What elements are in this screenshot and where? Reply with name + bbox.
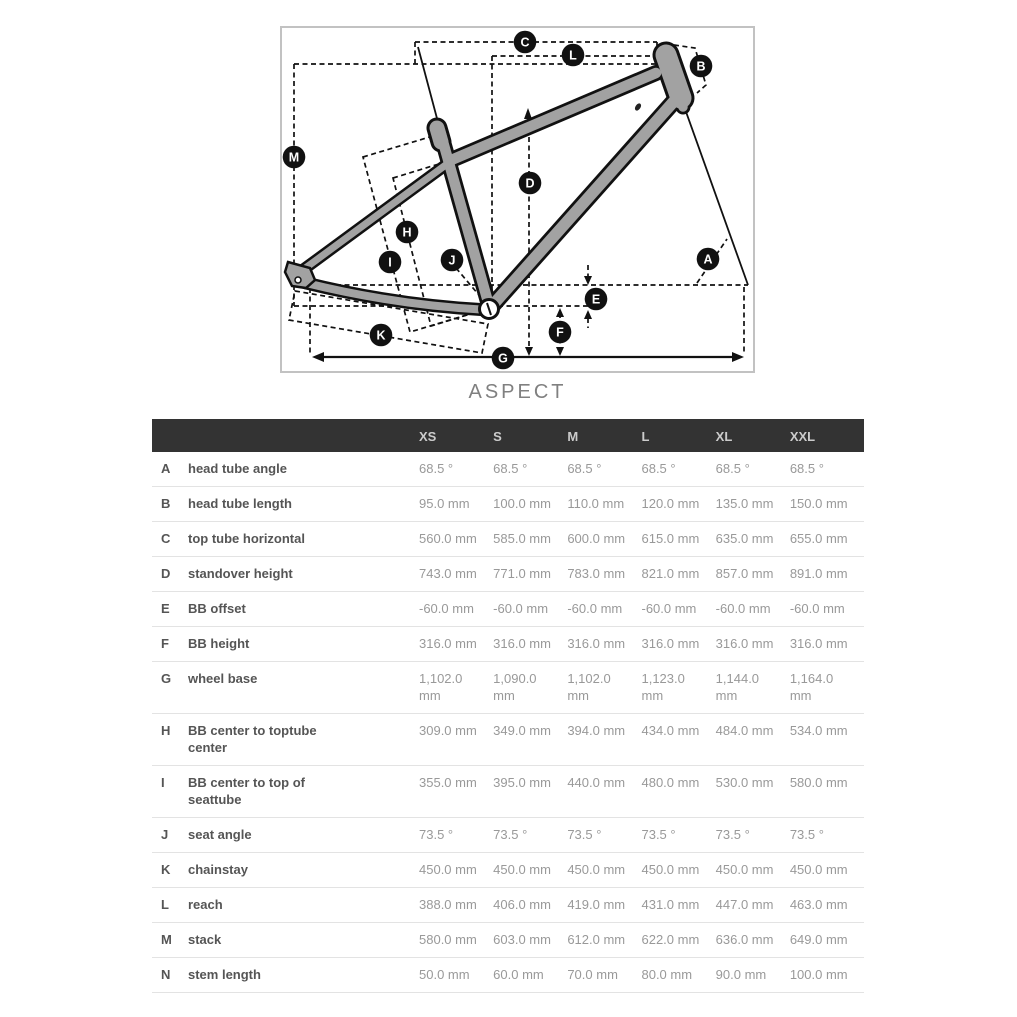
cell-value: 1,164.0 mm [789,671,834,703]
row-label: BB center to top of seattube [188,775,305,807]
cell-value: 90.0 mm [715,967,767,982]
row-label: reach [188,897,223,912]
cell-value: 1,123.0 mm [641,671,685,703]
row-label: standover height [188,566,293,581]
cell-value: 406.0 mm [493,897,551,912]
table-row [152,888,864,923]
cell-value: 480.0 mm [641,775,700,790]
cell-value: 635.0 mm [715,531,774,546]
toptube-line-c [415,42,657,64]
cell-value: 615.0 mm [641,531,700,546]
table-row [152,557,864,592]
cell-value: 68.5 ° [567,461,602,476]
cell-value: 1,090.0 mm [493,671,537,703]
cell-value: 309.0 mm [419,723,477,738]
row-label: top tube horizontal [188,531,305,546]
table-header [152,419,864,452]
cell-value: 355.0 mm [419,775,477,790]
dropout-slot [295,277,301,283]
row-key: J [161,827,169,842]
table-body [152,452,864,993]
cell-value: 655.0 mm [789,531,848,546]
cell-value: 95.0 mm [419,496,470,511]
cell-value: 891.0 mm [789,566,848,581]
cell-value: 150.0 mm [789,496,848,511]
offset-arrows [525,276,592,356]
row-label: BB offset [188,601,246,616]
column-header: XS [419,428,437,444]
row-label: seat angle [188,827,252,842]
row-key: E [161,601,170,616]
cell-value: -60.0 mm [789,601,845,616]
cell-value: 73.5 ° [419,827,454,842]
row-key: G [161,671,172,686]
cell-value: 110.0 mm [567,496,625,511]
cell-value: 1,102.0 mm [567,671,611,703]
table-row [152,853,864,888]
table-row [152,452,864,487]
row-key: N [161,967,171,982]
cell-value: 135.0 mm [715,496,774,511]
cell-value: 450.0 mm [567,862,626,877]
cell-value: 316.0 mm [419,636,477,651]
cell-value: 612.0 mm [567,932,626,947]
cell-value: 394.0 mm [567,723,626,738]
model-title: ASPECT [468,381,567,403]
cell-value: 484.0 mm [715,723,774,738]
marker-letter-J: J [448,253,456,268]
cell-value: -60.0 mm [715,601,771,616]
row-key: I [161,775,165,790]
cell-value: 560.0 mm [419,531,477,546]
marker-letter-C: C [520,35,530,50]
cell-value: 649.0 mm [789,932,848,947]
cell-value: 1,144.0 mm [715,671,760,703]
marker-letter-I: I [388,255,392,270]
table-row [152,662,864,714]
cell-value: 450.0 mm [493,862,551,877]
column-header: S [493,428,502,444]
row-label: wheel base [188,671,258,686]
cell-value: 68.5 ° [641,461,676,476]
cell-value: 419.0 mm [567,897,626,912]
cell-value: 636.0 mm [715,932,774,947]
header-spacer-key [152,435,188,436]
row-label: head tube length [188,496,292,511]
cell-value: 821.0 mm [641,566,700,581]
cell-value: 68.5 ° [419,461,454,476]
cell-value: -60.0 mm [493,601,549,616]
cell-value: -60.0 mm [419,601,474,616]
column-header: XL [715,428,733,444]
reach-line-l [492,56,660,300]
row-label: stem length [188,967,261,982]
marker-letter-D: D [525,176,535,191]
table-row [152,714,864,766]
row-label: chainstay [188,862,248,877]
cell-value: 316.0 mm [493,636,551,651]
cell-value: 316.0 mm [715,636,774,651]
cell-value: 68.5 ° [715,461,750,476]
marker-letter-M: M [288,150,300,165]
cell-value: 580.0 mm [789,775,848,790]
table-row [152,487,864,522]
marker-letter-A: A [703,252,713,267]
table-row [152,766,864,818]
cell-value: 388.0 mm [419,897,477,912]
marker-letter-K: K [376,328,386,343]
header-spacer-label [188,435,419,436]
table-row [152,818,864,853]
row-key: C [161,531,171,546]
cell-value: 120.0 mm [641,496,700,511]
cell-value: 622.0 mm [641,932,700,947]
table-row [152,958,864,993]
marker-letter-F: F [556,325,564,340]
table-row [152,923,864,958]
marker-letter-E: E [591,292,601,307]
cell-value: 431.0 mm [641,897,700,912]
cell-value: 450.0 mm [641,862,700,877]
cell-value: 743.0 mm [419,566,477,581]
cell-value: 73.5 ° [715,827,750,842]
row-key: D [161,566,171,581]
cell-value: 60.0 mm [493,967,544,982]
cell-value: 349.0 mm [493,723,551,738]
cell-value: 1,102.0 mm [419,671,463,703]
cell-value: 100.0 mm [493,496,551,511]
cell-value: 447.0 mm [715,897,774,912]
row-label: stack [188,932,222,947]
row-label: head tube angle [188,461,287,476]
row-key: F [161,636,169,651]
marker-letter-G: G [498,351,508,366]
geometry-diagram [280,26,755,373]
cell-value: 857.0 mm [715,566,774,581]
row-key: M [161,932,172,947]
cell-value: 580.0 mm [419,932,477,947]
row-key: H [161,723,171,738]
table-row [152,522,864,557]
cell-value: 73.5 ° [789,827,824,842]
row-label: BB center to toptube center [188,723,317,755]
cell-value: 70.0 mm [567,967,618,982]
cell-value: 68.5 ° [789,461,824,476]
cell-value: 603.0 mm [493,932,551,947]
cell-value: 450.0 mm [789,862,848,877]
row-key: K [161,862,171,877]
row-key: A [161,461,171,476]
row-label: BB height [188,636,250,651]
cell-value: 100.0 mm [789,967,848,982]
cell-value: 68.5 ° [493,461,528,476]
column-header: M [567,428,579,444]
cell-value: 463.0 mm [789,897,848,912]
table-row [152,627,864,662]
row-key: B [161,496,171,511]
geometry-table [152,419,864,993]
cell-value: 450.0 mm [419,862,477,877]
cell-value: 450.0 mm [715,862,774,877]
cell-value: 534.0 mm [789,723,848,738]
column-header: L [641,428,650,444]
cell-value: -60.0 mm [567,601,623,616]
cell-value: 585.0 mm [493,531,551,546]
standover-top-arrow [524,108,532,119]
column-header: XXL [789,428,816,444]
cell-value: 434.0 mm [641,723,700,738]
bike-frame-diagram [282,28,753,371]
cell-value: 316.0 mm [641,636,700,651]
marker-letter-B: B [696,59,706,74]
cell-value: 783.0 mm [567,566,626,581]
cell-value: 440.0 mm [567,775,626,790]
marker-letter-H: H [402,225,412,240]
cell-value: 73.5 ° [641,827,676,842]
cell-value: 80.0 mm [641,967,693,982]
cell-value: 316.0 mm [789,636,848,651]
row-key: L [161,897,169,912]
cable-port [634,102,643,111]
cell-value: 316.0 mm [567,636,626,651]
cell-value: 395.0 mm [493,775,551,790]
cell-value: -60.0 mm [641,601,697,616]
cell-value: 771.0 mm [493,566,551,581]
cell-value: 50.0 mm [419,967,470,982]
cell-value: 600.0 mm [567,531,626,546]
cell-value: 73.5 ° [567,827,602,842]
marker-letter-L: L [569,48,577,63]
table-row [152,592,864,627]
cell-value: 73.5 ° [493,827,528,842]
cell-value: 530.0 mm [715,775,774,790]
